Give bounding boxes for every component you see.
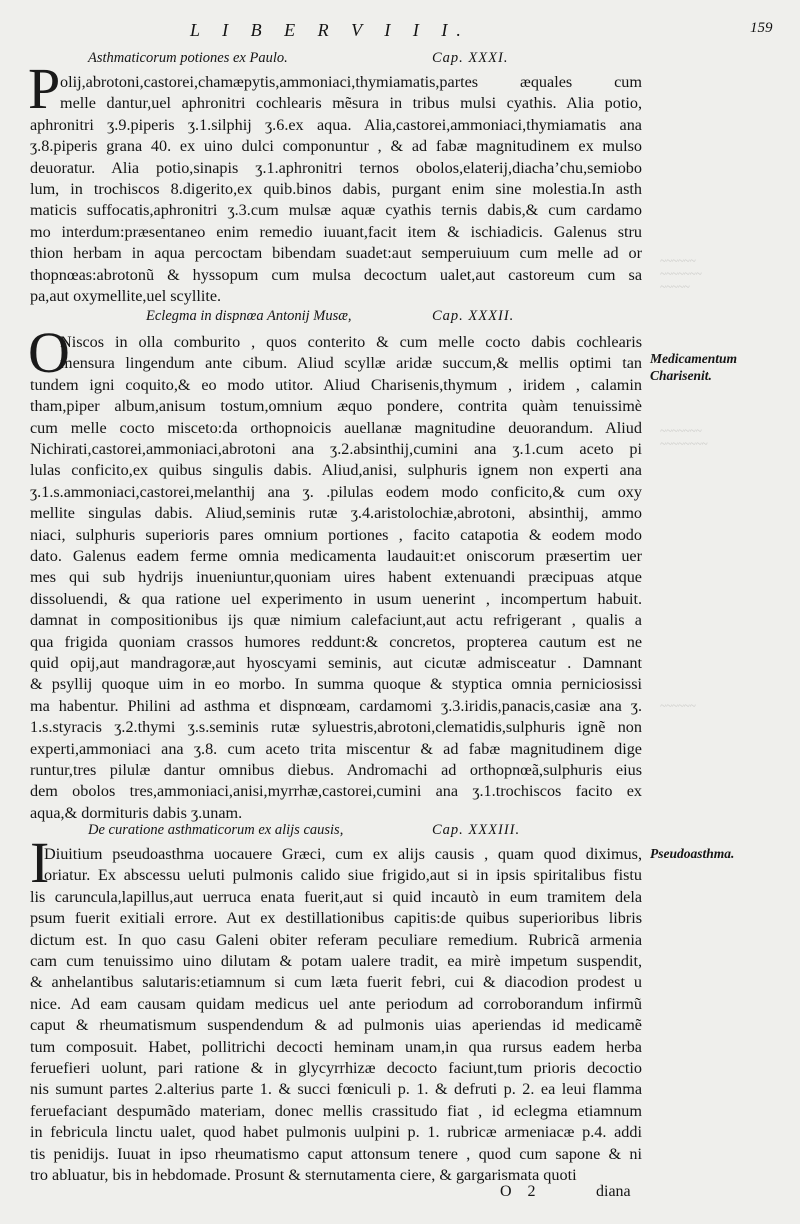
text-line: mensura lingendum ante cibum. Aliud scyllæ aridæ succum,& mellis optimi tan xyxy=(60,354,642,373)
text-line: ʒ.1.s.ammoniaci,castorei,melanthij ana ʒ. .pilulas eodem modo conficito,& cum oxy xyxy=(30,482,642,501)
text-line: tundem igni coquito,& eo modo utitor. Aliud Charisenis,thymum , iridem , calamin xyxy=(30,375,642,394)
text-line: tro abluatur, bis in hebdomade. Prosunt & sternutamenta ciere, & gargarismata quoti xyxy=(30,1166,577,1184)
text-line: Nichirati,castorei,ammoniaci,abrotoni ana ʒ.2.absinthij,cumini ana ʒ.1.cum aceto pi xyxy=(30,440,642,458)
text-line: caput & rheumatismum suspendendum & ad pulmonis uias aperiendas id medicamẽ xyxy=(30,1016,642,1035)
margin-note-line: Charisenit. xyxy=(650,368,712,383)
text-line: mellite singulas dabis. Aliud,seminis rutæ ʒ.4.aristolochiæ,abrotoni, absinthij, ammo xyxy=(30,504,642,523)
text-line: & psyllij quoque uim in eo morbo. In summa quoque & styptica omnia perniciosissi xyxy=(30,675,642,694)
margin-note-charisenis xyxy=(650,350,737,384)
text-line: nis sumunt partes 2.alterius parte 1. & succi fœniculi p. 1. & defruti p. 2. ea leui flamma xyxy=(30,1080,642,1099)
text-line: maticis suffocatis,aphronitri ʒ.3.cum mulsæ aquæ cyathis ternis dabis,& cum cardamo xyxy=(30,201,642,220)
chapter-number: Cap. XXXII. xyxy=(432,308,515,324)
text-line: mes qui sub hydrijs inueniuntur,quoniam uires habent extenuandi præcipuas atque xyxy=(30,568,642,587)
text-line: damnat in compositionibus ijs quæ nimium calefaciunt,aut actu refrigerant , qualis a xyxy=(30,611,642,630)
text-line: feruefaciant despumãdo materiam, donec mellis crassitudo fiat , id eclegma etiamnum xyxy=(30,1101,642,1120)
page-number: 159 xyxy=(750,20,773,36)
margin-note-line: Medicamentum xyxy=(650,351,737,366)
text-line: tum composuit. Habet, pollitrichi decocti heminam unam,in qua rursus eadem herba xyxy=(30,1037,642,1056)
text-line: lis caruncula,lapillus,aut uerruca enata fuerit,aut si quid incautò in eum tramitem dela xyxy=(30,887,642,906)
drop-cap: O xyxy=(28,320,70,385)
text-line: melle dantur,uel aphronitri cochlearis mẽsura in tribus mulsi cyathis. Alia potio, xyxy=(60,94,642,113)
bleed-through-mark: ~~~~~~ xyxy=(660,700,696,712)
text-line: in febricula linctu ualet, quod habet pulmonis uulpini p. 1. rubricæ armeniacæ p.4. addi xyxy=(30,1123,642,1142)
text-line: mo interdum:præsentaneo enim remedio iuuant,facit item & ischiadicis. Galenus stru xyxy=(30,222,642,241)
drop-cap: P xyxy=(28,56,61,121)
text-line: cam cum tenuissimo uino dilutam & potam ualere tradit, ea mirè impetum suspendit, xyxy=(30,952,642,970)
bleed-through-mark: ~~~~~~ ~~~~~~~ ~~~~~ xyxy=(660,255,702,293)
section-title: Eclegma in dispnœa Antonij Musæ, xyxy=(146,308,352,324)
text-line: tis penidijs. Iuuat in ipso rheumatismo caput attonsum tenere , quod cum sapone & ni xyxy=(30,1144,642,1163)
section-title: De curatione asthmaticorum ex alijs causis, xyxy=(88,822,344,838)
signature-mark: O 2 xyxy=(500,1183,542,1200)
text-line: runtur,tres pilulæ dantur omnibus diebus. Andromachi ad orthopnœã,sulphuris eius xyxy=(30,761,642,779)
text-line: niaci, sulphuris superioris pares omnium portiones , facito catapotia & eodem modo xyxy=(30,525,642,544)
text-line: dem obolos tres,ammoniaci,anisi,myrrhæ,castorei,cumini ana ʒ.1.trochiscos facito ex xyxy=(30,782,642,801)
text-line: qua frigida quoniam crassos humores reddunt:& concretos, propterea cautum est ne xyxy=(30,632,642,651)
margin-note-line: Pseudoasthma. xyxy=(650,846,735,861)
text-line: lum, in trochiscos 8.digerito,ex quib.binos dabis, purgant enim sine molestia.In asth xyxy=(30,180,642,198)
text-line: oriatur. Ex abscessu ueluti pulmonis calido siue frigido,aut si in ipsis spiritalibus fistu xyxy=(44,866,642,885)
text-line: ʒ.8.piperis grana 40. ex uino dulci componuntur , & ad fabæ magnitudinem ex mulso xyxy=(30,137,642,156)
text-line: thion herbam in aqua percoctam bibendam suadet:aut semperuiuum cum melle ad or xyxy=(30,244,642,263)
text-line: olij,abrotoni,castorei,chamæpytis,ammoniaci,thymiamatis,partes æquales cum xyxy=(60,73,642,91)
text-line: cum melle cocto misceto:da orthopnoicis auellanæ magnitudine deuorandum. Aliud xyxy=(30,418,642,437)
margin-note-pseudoasthma xyxy=(650,845,734,862)
text-line: feruefieri uolunt, pari ratione & in glycyrrhizæ decocto faciunt,tum prioris decoctio xyxy=(30,1059,642,1077)
text-line: Diuitium pseudoasthma uocauere Græci, cum ex alijs causis , quam quod diximus, xyxy=(44,845,642,863)
text-line: pa,aut oxymellite,uel scyllite. xyxy=(30,287,222,305)
text-line: & anhelantibus salutaris:etiamnum si cum læta fuerit febri, cui & diacodion prodest u xyxy=(30,973,642,992)
text-line: psum fuerit exitiali errore. Aut ex destillationibus capitis:de quibus superioribus libris xyxy=(30,909,642,928)
text-line: dato. Galenus eadem ferme omnia medicamenta laudauit:et oniscorum præsertim uer xyxy=(30,547,642,565)
text-line: aphronitri ʒ.9.piperis ʒ.1.silphij ʒ.6.ex aqua. Alia,castorei,ammoniaci,thymiamatis ana xyxy=(30,115,642,134)
text-line: 1.s.styracis ʒ.2.thymi ʒ.s.seminis rutæ syluestris,abrotoni,clematidis,sulphuris ignẽ non xyxy=(30,718,642,737)
text-line: ma habentur. Philini ad asthma et dispnœam, cardamomi ʒ.3.iridis,panacis,casiæ ana ʒ. xyxy=(30,696,642,715)
chapter-number: Cap. XXXI. xyxy=(432,50,509,66)
section-title: Asthmaticorum potiones ex Paulo. xyxy=(88,50,288,66)
text-line: nice. Ad eam causam quidam medicus uel ante periodum ad corroborandum infirmũ xyxy=(30,994,642,1013)
text-line: deuoratur. Alia potio,sinapis ʒ.1.aphronitri ternos obolos,elaterij,diacha’chu,semiobo xyxy=(30,158,642,177)
text-line: dissoluendi, & qua ratione uel experimento in usum uenerint , incompertum habuit. xyxy=(30,589,642,608)
drop-cap: I xyxy=(30,830,50,895)
running-head: L I B E R V I I I. xyxy=(190,20,470,40)
text-line: tham,piper album,anisum tostum,omnium æquo pondere, contrita quàm tenuissimè xyxy=(30,397,642,416)
text-line: experti,ammoniaci ana ʒ.8. cum aceto trita miscentur & ad fabæ magnitudinem dige xyxy=(30,739,642,758)
text-line: Niscos in olla comburito , quos conterito & cum melle cocto dabis cochlearis xyxy=(60,333,642,351)
catchword: diana xyxy=(596,1183,631,1200)
text-line: lulas conficito,ex quibus singulis dabis. Aliud,anisi, sulphuris ignem non experti ana xyxy=(30,461,642,480)
text-line: quid opij,aut mandragoræ,aut hyoscyami seminis, aut cicutæ admisceatur . Damnant xyxy=(30,654,642,672)
bleed-through-mark: ~~~~~~~ ~~~~~~~~ xyxy=(660,425,708,450)
text-line: thopnœas:abrotonũ & hyssopum cum mulsa decoctum ualet,aut castoreum cum sa xyxy=(30,265,642,284)
text-line: dictum est. In quo casu Galeni obiter referam peculiare remedium. Rubricã armenia xyxy=(30,930,642,949)
chapter-number: Cap. XXXIII. xyxy=(432,822,521,838)
text-line: aqua,& dormituris dabis ʒ.unam. xyxy=(30,803,243,822)
